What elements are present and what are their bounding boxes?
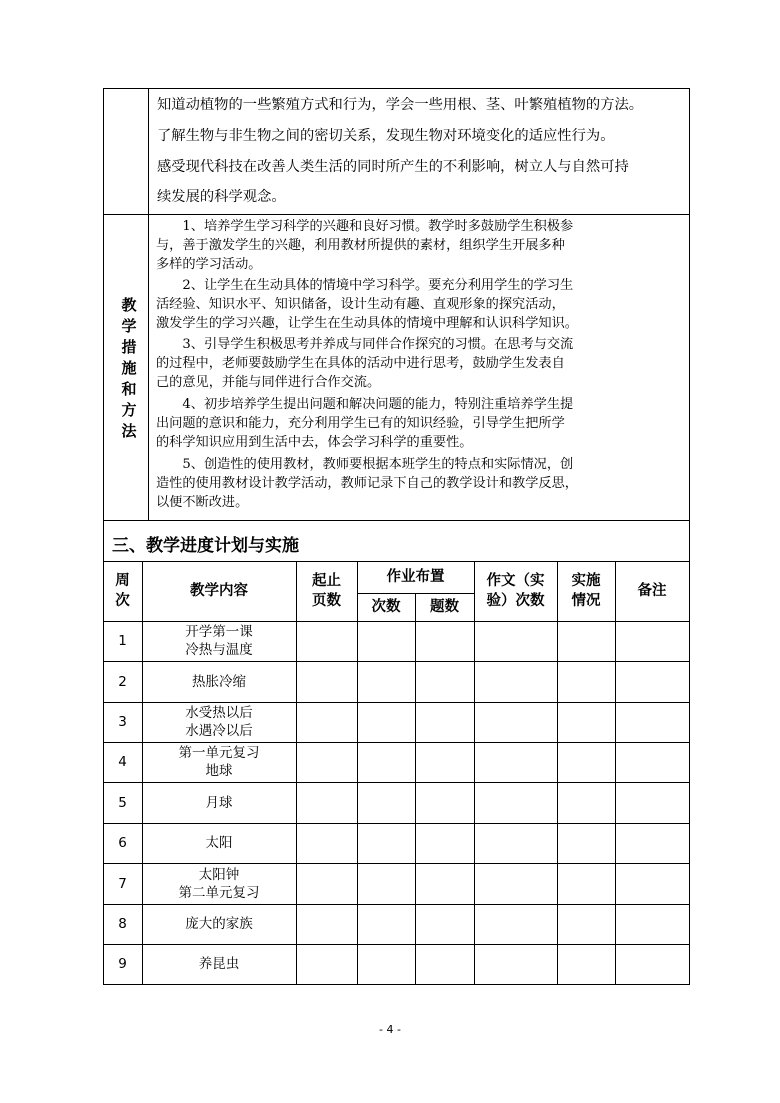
measure-line: 多样的学习活动。: [156, 257, 262, 272]
measure-line: 2、让学生在生动具体的情境中学习科学。要充分利用学生的学习生: [156, 278, 574, 293]
header-essay: 作文（实 验）次数: [486, 573, 545, 609]
week-cell: 4: [118, 754, 127, 770]
objective-line: 续发展的科学观念。: [157, 189, 286, 205]
content-cell: 庞大的家族: [185, 916, 253, 932]
header-notes: 备注: [637, 583, 667, 599]
page-number: - 4 -: [379, 1023, 401, 1036]
header-week: 周 次: [115, 573, 130, 609]
week-cell: 3: [118, 714, 127, 730]
content-cell: 太阳钟 第二单元复习: [178, 866, 260, 901]
header-content: 教学内容: [190, 583, 248, 599]
objective-line: 了解生物与非生物之间的密切关系，发现生物对环境变化的适应性行为。: [157, 128, 615, 144]
measures-label-char: 施: [121, 359, 137, 377]
header-implementation: 实施 情况: [571, 573, 601, 609]
measure-line: 的科学知识应用到生活中去，体会学习科学的重要性。: [156, 435, 473, 450]
week-cell: 9: [118, 956, 127, 972]
measure-line: 3、引导学生积极思考并养成与同伴合作探究的习惯。在思考与交流: [156, 337, 574, 352]
measure-line: 5、创造性的使用教材，教师要根据本班学生的特点和实际情况，创: [156, 457, 574, 472]
measure-line: 以便不断改进。: [156, 495, 249, 510]
measures-label-char: 法: [121, 422, 137, 440]
measure-line: 活经验、知识水平、知识储备，设计生动有趣、直观形象的探究活动，: [156, 297, 565, 312]
measure-line: 激发学生的学习兴趣，让学生在生动具体的情境中理解和认识科学知识。: [156, 316, 578, 331]
header-homework: 作业布置: [386, 569, 445, 585]
week-cell: 8: [118, 916, 127, 932]
content-cell: 月球: [205, 794, 233, 811]
content-cell: 开学第一课 冷热与温度: [185, 624, 253, 658]
header-pages: 起止 页数: [312, 573, 341, 609]
measures-label-char: 措: [121, 338, 137, 356]
measures-label-char: 方: [121, 401, 137, 419]
measure-line: 出问题的意识和能力，充分利用学生已有的知识经验，引导学生把所学: [156, 416, 565, 431]
objective-line: 知道动植物的一些繁殖方式和行为，学会一些用根、茎、叶繁殖植物的方法。: [157, 97, 644, 113]
week-cell: 6: [118, 835, 127, 851]
content-cell: 第一单元复习 地球: [178, 745, 260, 779]
header-homework-questions: 题数: [430, 599, 459, 615]
week-cell: 2: [118, 673, 127, 690]
header-homework-times: 次数: [371, 599, 401, 615]
objective-line: 感受现代科技在改善人类生活的同时所产生的不利影响，树立人与自然可持: [157, 159, 629, 175]
measure-line: 造性的使用教材设计教学活动，教师记录下自己的教学设计和教学反思，: [156, 476, 578, 491]
content-cell: 太阳: [205, 835, 233, 851]
measures-label-char: 教: [121, 296, 137, 314]
content-cell: 热胀冷缩: [192, 673, 246, 690]
measure-line: 4、初步培养学生提出问题和解决问题的能力，特别注重培养学生提: [156, 397, 574, 412]
week-cell: 7: [118, 875, 127, 892]
week-cell: 5: [118, 794, 127, 811]
measures-label-char: 和: [121, 380, 137, 398]
content-cell: 水受热以后 水遇冷以后: [185, 705, 253, 739]
measure-line: 与，善于激发学生的兴趣，利用教材所提供的素材，组织学生开展多种: [156, 238, 565, 253]
week-cell: 1: [118, 633, 127, 649]
measure-line: 的过程中，老师要鼓励学生在具体的活动中进行思考，鼓励学生发表自: [156, 356, 565, 371]
measure-line: 己的意见，并能与同伴进行合作交流。: [156, 375, 381, 390]
measures-label-char: 学: [121, 317, 137, 335]
content-cell: 养昆虫: [198, 956, 240, 972]
section-title: 三、教学进度计划与实施: [112, 536, 299, 556]
measure-line: 1、培养学生学习科学的兴趣和良好习惯。教学时多鼓励学生积极参: [156, 219, 574, 234]
